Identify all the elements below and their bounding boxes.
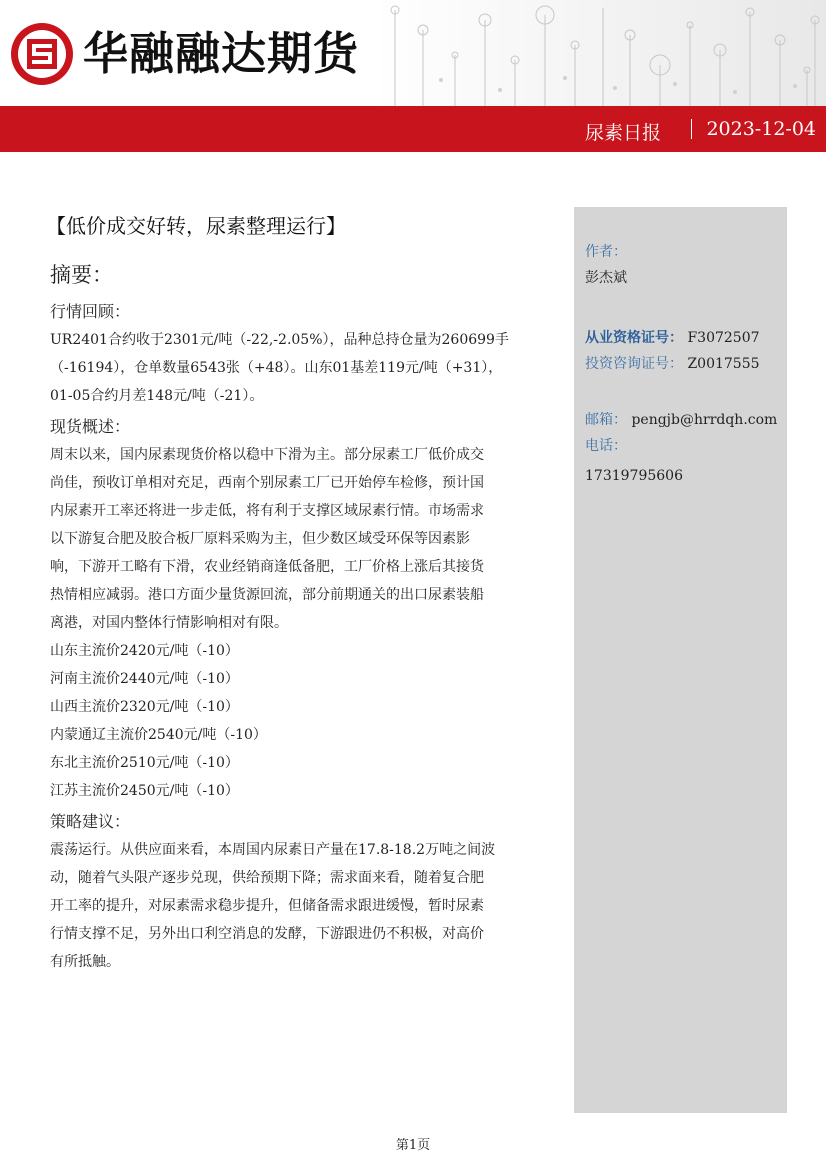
strategy-line: 有所抵触。 [50,954,120,970]
report-title: 【低价成交好转，尿素整理运行】 [46,214,346,238]
qualification-label: 从业资格证号： [585,330,683,346]
report-body [46,210,565,976]
price-item: 河南主流价2440元/吨（-10） [50,671,239,687]
consult-label: 投资咨询证号： [585,356,683,372]
spot-heading: 现货概述： [50,417,131,436]
spot-line: 周末以来，国内尿素现货价格以稳中下滑为主。部分尿素工厂低价成交 [50,447,484,463]
price-item: 东北主流价2510元/吨（-10） [50,755,239,771]
page-number: 第1页 [395,1138,431,1153]
report-date: 2023-12-04 [706,118,816,140]
strategy-line: 震荡运行。从供应面来看，本周国内尿素日产量在17.8-18.2万吨之间波 [50,842,496,858]
review-line: （-16194），仓单数量6543张（+48）。山东01基差119元/吨（+31）， [50,360,503,376]
company-name: 华融融达期货 [83,27,360,80]
price-item: 江苏主流价2450元/吨（-10） [50,783,239,799]
review-line: UR2401合约收于2301元/吨（-22,-2.05%），品种总持仓量为260699手 [50,332,509,348]
spot-line: 离港，对国内整体行情影响相对有限。 [50,615,288,631]
qualification-number: F3072507 [687,330,760,346]
price-item: 山西主流价2320元/吨（-10） [50,699,239,715]
email-label: 邮箱： [585,412,627,428]
phone-label: 电话： [585,438,627,454]
author-label: 作者： [585,244,627,260]
abstract-heading: 摘要： [50,263,113,287]
spot-line: 响，下游开工略有下滑，农业经销商逢低备肥，工厂价格上涨后其接货 [50,559,484,575]
header-bar [0,106,826,152]
phone-number: 17319795606 [585,468,683,484]
consult-number: Z0017555 [687,356,760,372]
review-heading: 行情回顾： [50,302,131,321]
author-name: 彭杰斌 [585,270,627,286]
strategy-line: 行情支撑不足，另外出口利空消息的发酵，下游跟进仍不积极，对高价 [50,926,484,942]
report-type: 尿素日报 [584,122,661,144]
header-divider [691,119,692,139]
email-address[interactable]: pengjb@hrrdqh.com [631,412,778,428]
price-item: 内蒙通辽主流价2540元/吨（-10） [50,727,267,743]
company-logo-icon [10,22,74,86]
spot-line: 热情相应减弱。港口方面少量货源回流，部分前期通关的出口尿素装船 [50,587,484,603]
author-sidebar [574,207,787,1113]
strategy-line: 开工率的提升，对尿素需求稳步提升，但储备需求跟进缓慢，暂时尿素 [50,898,484,914]
review-line: 01-05合约月差148元/吨（-21）。 [50,388,264,404]
strategy-heading: 策略建议： [50,812,131,831]
spot-line: 尚佳，预收订单相对充足，西南个别尿素工厂已开始停车检修，预计国 [50,475,484,491]
spot-line: 内尿素开工率还将进一步走低，将有利于支撑区域尿素行情。市场需求 [50,503,484,519]
page-header [0,0,826,152]
strategy-line: 动，随着气头限产逐步兑现，供给预期下降；需求面来看，随着复合肥 [50,870,484,886]
price-item: 山东主流价2420元/吨（-10） [50,643,239,659]
header-decoration [375,0,826,106]
spot-line: 以下游复合肥及胶合板厂原料采购为主，但少数区域受环保等因素影 [50,531,470,547]
